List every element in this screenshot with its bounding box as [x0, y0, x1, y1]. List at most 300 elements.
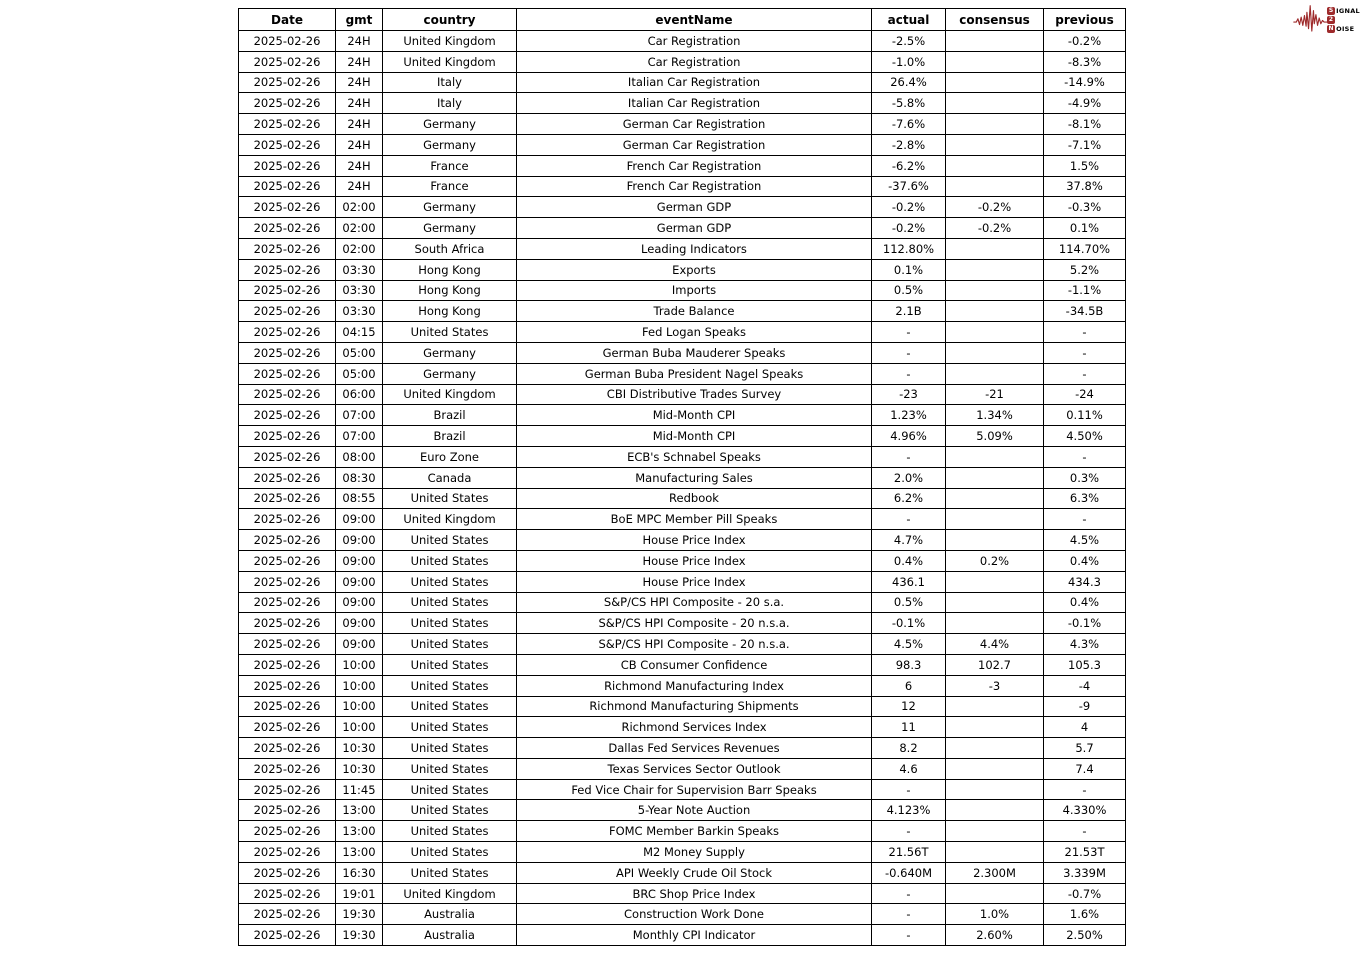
cell-eventname: Mid-Month CPI — [517, 426, 872, 447]
cell-date: 2025-02-26 — [239, 155, 336, 176]
cell-eventname: FOMC Member Barkin Speaks — [517, 821, 872, 842]
cell-date: 2025-02-26 — [239, 675, 336, 696]
table-body — [239, 31, 1126, 946]
cell-actual: -0.640M — [872, 862, 946, 883]
cell-previous: 4 — [1044, 717, 1126, 738]
table-row — [239, 925, 1126, 946]
cell-actual: 6 — [872, 675, 946, 696]
cell-actual: 12 — [872, 696, 946, 717]
cell-eventname: Exports — [517, 259, 872, 280]
logo-line-signal — [1327, 7, 1360, 15]
cell-gmt: 10:00 — [336, 696, 383, 717]
cell-actual: 2.0% — [872, 467, 946, 488]
cell-consensus: 102.7 — [946, 654, 1044, 675]
cell-actual: -0.2% — [872, 197, 946, 218]
cell-eventname: German GDP — [517, 197, 872, 218]
cell-consensus — [946, 114, 1044, 135]
cell-country: Brazil — [383, 405, 517, 426]
cell-gmt: 24H — [336, 176, 383, 197]
cell-previous: - — [1044, 821, 1126, 842]
column-header-eventname: eventName — [517, 9, 872, 31]
cell-eventname: BoE MPC Member Pill Speaks — [517, 509, 872, 530]
cell-country: Hong Kong — [383, 280, 517, 301]
cell-date: 2025-02-26 — [239, 446, 336, 467]
cell-country: United States — [383, 842, 517, 863]
cell-previous: 1.6% — [1044, 904, 1126, 925]
cell-previous: 7.4 — [1044, 758, 1126, 779]
cell-actual: - — [872, 446, 946, 467]
cell-actual: 0.1% — [872, 259, 946, 280]
cell-date: 2025-02-26 — [239, 31, 336, 52]
table-row — [239, 550, 1126, 571]
cell-date: 2025-02-26 — [239, 405, 336, 426]
cell-eventname: French Car Registration — [517, 176, 872, 197]
cell-eventname: German Buba Mauderer Speaks — [517, 342, 872, 363]
cell-date: 2025-02-26 — [239, 218, 336, 239]
cell-eventname: Construction Work Done — [517, 904, 872, 925]
cell-gmt: 05:00 — [336, 342, 383, 363]
cell-date: 2025-02-26 — [239, 134, 336, 155]
cell-country: United States — [383, 738, 517, 759]
cell-eventname: Redbook — [517, 488, 872, 509]
table-row — [239, 426, 1126, 447]
cell-eventname: Imports — [517, 280, 872, 301]
cell-country: Germany — [383, 114, 517, 135]
cell-previous: 1.5% — [1044, 155, 1126, 176]
cell-date: 2025-02-26 — [239, 342, 336, 363]
cell-date: 2025-02-26 — [239, 363, 336, 384]
cell-eventname: German Car Registration — [517, 134, 872, 155]
cell-country: United Kingdom — [383, 31, 517, 52]
cell-date: 2025-02-26 — [239, 467, 336, 488]
column-header-previous: previous — [1044, 9, 1126, 31]
cell-eventname: German Buba President Nagel Speaks — [517, 363, 872, 384]
cell-previous: 4.50% — [1044, 426, 1126, 447]
cell-previous: - — [1044, 779, 1126, 800]
cell-eventname: House Price Index — [517, 550, 872, 571]
cell-actual: -2.5% — [872, 31, 946, 52]
cell-consensus — [946, 72, 1044, 93]
table-row — [239, 758, 1126, 779]
cell-eventname: Monthly CPI Indicator — [517, 925, 872, 946]
cell-actual: - — [872, 821, 946, 842]
cell-actual: -37.6% — [872, 176, 946, 197]
economic-calendar-table — [238, 8, 1126, 946]
cell-country: United States — [383, 613, 517, 634]
cell-consensus — [946, 842, 1044, 863]
cell-gmt: 03:30 — [336, 301, 383, 322]
cell-consensus — [946, 342, 1044, 363]
cell-country: United States — [383, 654, 517, 675]
cell-date: 2025-02-26 — [239, 488, 336, 509]
logo-word-oise: OISE — [1336, 24, 1355, 33]
cell-country: Australia — [383, 925, 517, 946]
cell-gmt: 09:00 — [336, 550, 383, 571]
cell-date: 2025-02-26 — [239, 322, 336, 343]
cell-country: United States — [383, 571, 517, 592]
cell-eventname: CB Consumer Confidence — [517, 654, 872, 675]
cell-date: 2025-02-26 — [239, 114, 336, 135]
cell-actual: 0.5% — [872, 280, 946, 301]
cell-country: France — [383, 155, 517, 176]
cell-gmt: 06:00 — [336, 384, 383, 405]
cell-actual: -23 — [872, 384, 946, 405]
signal2noise-logo — [1293, 2, 1360, 38]
cell-consensus — [946, 758, 1044, 779]
cell-country: United States — [383, 488, 517, 509]
logo-badge-n: N — [1328, 25, 1334, 32]
cell-actual: 2.1B — [872, 301, 946, 322]
cell-date: 2025-02-26 — [239, 509, 336, 530]
cell-actual: 21.56T — [872, 842, 946, 863]
table-row — [239, 862, 1126, 883]
table-header — [239, 9, 1126, 31]
cell-previous: 105.3 — [1044, 654, 1126, 675]
cell-country: United States — [383, 696, 517, 717]
cell-consensus — [946, 738, 1044, 759]
table-row — [239, 654, 1126, 675]
cell-date: 2025-02-26 — [239, 93, 336, 114]
table-row — [239, 883, 1126, 904]
cell-previous: - — [1044, 363, 1126, 384]
cell-date: 2025-02-26 — [239, 426, 336, 447]
cell-previous: 5.7 — [1044, 738, 1126, 759]
cell-previous: - — [1044, 342, 1126, 363]
cell-consensus — [946, 696, 1044, 717]
table-row — [239, 31, 1126, 52]
cell-country: Brazil — [383, 426, 517, 447]
cell-eventname: Texas Services Sector Outlook — [517, 758, 872, 779]
cell-actual: - — [872, 322, 946, 343]
cell-eventname: S&P/CS HPI Composite - 20 n.s.a. — [517, 613, 872, 634]
cell-country: Australia — [383, 904, 517, 925]
cell-consensus — [946, 238, 1044, 259]
cell-consensus — [946, 93, 1044, 114]
cell-actual: 6.2% — [872, 488, 946, 509]
logo-word-ignal: IGNAL — [1336, 6, 1360, 15]
cell-previous: -24 — [1044, 384, 1126, 405]
cell-previous: -4.9% — [1044, 93, 1126, 114]
column-header-actual: actual — [872, 9, 946, 31]
cell-previous: 5.2% — [1044, 259, 1126, 280]
cell-previous: 0.4% — [1044, 592, 1126, 613]
cell-country: Hong Kong — [383, 259, 517, 280]
cell-actual: 436.1 — [872, 571, 946, 592]
cell-date: 2025-02-26 — [239, 862, 336, 883]
cell-actual: -5.8% — [872, 93, 946, 114]
cell-actual: 112.80% — [872, 238, 946, 259]
cell-previous: 37.8% — [1044, 176, 1126, 197]
cell-previous: -9 — [1044, 696, 1126, 717]
cell-country: United States — [383, 862, 517, 883]
cell-consensus: -3 — [946, 675, 1044, 696]
cell-gmt: 24H — [336, 51, 383, 72]
cell-eventname: House Price Index — [517, 571, 872, 592]
cell-country: France — [383, 176, 517, 197]
cell-eventname: S&P/CS HPI Composite - 20 s.a. — [517, 592, 872, 613]
cell-eventname: Car Registration — [517, 31, 872, 52]
logo-line-noise — [1327, 25, 1360, 33]
table-row — [239, 634, 1126, 655]
table-row — [239, 571, 1126, 592]
cell-country: Germany — [383, 197, 517, 218]
table-row — [239, 467, 1126, 488]
cell-actual: 1.23% — [872, 405, 946, 426]
cell-gmt: 19:30 — [336, 925, 383, 946]
cell-date: 2025-02-26 — [239, 779, 336, 800]
cell-consensus — [946, 488, 1044, 509]
table-row — [239, 717, 1126, 738]
cell-consensus — [946, 280, 1044, 301]
cell-previous: -0.3% — [1044, 197, 1126, 218]
cell-previous: 434.3 — [1044, 571, 1126, 592]
cell-actual: -2.8% — [872, 134, 946, 155]
cell-country: United States — [383, 550, 517, 571]
table-row — [239, 238, 1126, 259]
cell-country: United States — [383, 821, 517, 842]
cell-previous: - — [1044, 509, 1126, 530]
cell-consensus: 4.4% — [946, 634, 1044, 655]
cell-gmt: 13:00 — [336, 842, 383, 863]
cell-eventname: Car Registration — [517, 51, 872, 72]
cell-eventname: Italian Car Registration — [517, 93, 872, 114]
cell-date: 2025-02-26 — [239, 654, 336, 675]
table-row — [239, 280, 1126, 301]
cell-gmt: 24H — [336, 72, 383, 93]
logo-badge-s: S — [1328, 7, 1334, 14]
cell-consensus — [946, 467, 1044, 488]
cell-consensus — [946, 613, 1044, 634]
cell-gmt: 10:00 — [336, 675, 383, 696]
table-row — [239, 842, 1126, 863]
cell-country: United States — [383, 779, 517, 800]
cell-date: 2025-02-26 — [239, 238, 336, 259]
cell-date: 2025-02-26 — [239, 197, 336, 218]
cell-gmt: 24H — [336, 93, 383, 114]
cell-gmt: 02:00 — [336, 238, 383, 259]
cell-previous: 4.330% — [1044, 800, 1126, 821]
cell-actual: 0.5% — [872, 592, 946, 613]
cell-eventname: German GDP — [517, 218, 872, 239]
cell-consensus — [946, 592, 1044, 613]
cell-gmt: 13:00 — [336, 821, 383, 842]
cell-consensus: 1.34% — [946, 405, 1044, 426]
cell-actual: 4.6 — [872, 758, 946, 779]
cell-previous: -8.1% — [1044, 114, 1126, 135]
cell-date: 2025-02-26 — [239, 842, 336, 863]
cell-gmt: 05:00 — [336, 363, 383, 384]
cell-gmt: 24H — [336, 31, 383, 52]
table-row — [239, 322, 1126, 343]
cell-gmt: 07:00 — [336, 405, 383, 426]
cell-actual: -0.1% — [872, 613, 946, 634]
cell-gmt: 09:00 — [336, 634, 383, 655]
cell-eventname: BRC Shop Price Index — [517, 883, 872, 904]
cell-consensus: 1.0% — [946, 904, 1044, 925]
cell-date: 2025-02-26 — [239, 821, 336, 842]
cell-eventname: Richmond Manufacturing Index — [517, 675, 872, 696]
column-header-gmt: gmt — [336, 9, 383, 31]
cell-gmt: 07:00 — [336, 426, 383, 447]
cell-eventname: Richmond Manufacturing Shipments — [517, 696, 872, 717]
cell-actual: 4.7% — [872, 530, 946, 551]
cell-gmt: 10:00 — [336, 717, 383, 738]
cell-gmt: 09:00 — [336, 509, 383, 530]
cell-eventname: M2 Money Supply — [517, 842, 872, 863]
logo-badge-2: 2 — [1328, 16, 1334, 23]
cell-consensus — [946, 883, 1044, 904]
cell-gmt: 03:30 — [336, 280, 383, 301]
cell-consensus — [946, 363, 1044, 384]
cell-actual: - — [872, 883, 946, 904]
logo-text — [1327, 7, 1360, 33]
cell-consensus — [946, 31, 1044, 52]
cell-country: Euro Zone — [383, 446, 517, 467]
cell-country: United States — [383, 675, 517, 696]
cell-consensus — [946, 530, 1044, 551]
logo-line-two — [1327, 16, 1360, 24]
cell-consensus: 2.300M — [946, 862, 1044, 883]
cell-previous: 2.50% — [1044, 925, 1126, 946]
cell-eventname: Fed Logan Speaks — [517, 322, 872, 343]
cell-eventname: 5-Year Note Auction — [517, 800, 872, 821]
cell-date: 2025-02-26 — [239, 883, 336, 904]
cell-consensus: 5.09% — [946, 426, 1044, 447]
cell-actual: -0.2% — [872, 218, 946, 239]
cell-consensus — [946, 821, 1044, 842]
cell-gmt: 24H — [336, 114, 383, 135]
cell-consensus — [946, 800, 1044, 821]
table-row — [239, 821, 1126, 842]
column-header-country: country — [383, 9, 517, 31]
table-row — [239, 613, 1126, 634]
cell-gmt: 02:00 — [336, 197, 383, 218]
cell-consensus: -21 — [946, 384, 1044, 405]
cell-date: 2025-02-26 — [239, 696, 336, 717]
table-row — [239, 197, 1126, 218]
cell-gmt: 09:00 — [336, 613, 383, 634]
cell-date: 2025-02-26 — [239, 634, 336, 655]
cell-eventname: S&P/CS HPI Composite - 20 n.s.a. — [517, 634, 872, 655]
table-row — [239, 301, 1126, 322]
cell-actual: -1.0% — [872, 51, 946, 72]
cell-eventname: ECB's Schnabel Speaks — [517, 446, 872, 467]
cell-date: 2025-02-26 — [239, 530, 336, 551]
table-row — [239, 155, 1126, 176]
cell-eventname: CBI Distributive Trades Survey — [517, 384, 872, 405]
table-row — [239, 446, 1126, 467]
cell-consensus — [946, 717, 1044, 738]
cell-previous: -4 — [1044, 675, 1126, 696]
cell-previous: 6.3% — [1044, 488, 1126, 509]
cell-consensus — [946, 446, 1044, 467]
cell-previous: -0.2% — [1044, 31, 1126, 52]
header-row — [239, 9, 1126, 31]
cell-previous: -7.1% — [1044, 134, 1126, 155]
cell-actual: -6.2% — [872, 155, 946, 176]
cell-actual: - — [872, 509, 946, 530]
table-row — [239, 114, 1126, 135]
cell-gmt: 13:00 — [336, 800, 383, 821]
table-row — [239, 800, 1126, 821]
cell-actual: 11 — [872, 717, 946, 738]
cell-consensus: -0.2% — [946, 197, 1044, 218]
cell-gmt: 04:15 — [336, 322, 383, 343]
cell-country: South Africa — [383, 238, 517, 259]
cell-date: 2025-02-26 — [239, 72, 336, 93]
cell-actual: 4.5% — [872, 634, 946, 655]
table-row — [239, 342, 1126, 363]
cell-country: United Kingdom — [383, 509, 517, 530]
cell-date: 2025-02-26 — [239, 571, 336, 592]
cell-eventname: API Weekly Crude Oil Stock — [517, 862, 872, 883]
cell-previous: -14.9% — [1044, 72, 1126, 93]
cell-actual: 4.123% — [872, 800, 946, 821]
cell-country: Germany — [383, 363, 517, 384]
table-row — [239, 93, 1126, 114]
table-row — [239, 176, 1126, 197]
cell-previous: - — [1044, 322, 1126, 343]
cell-eventname: Fed Vice Chair for Supervision Barr Speaks — [517, 779, 872, 800]
cell-date: 2025-02-26 — [239, 51, 336, 72]
cell-previous: 0.1% — [1044, 218, 1126, 239]
table-row — [239, 509, 1126, 530]
cell-previous: 4.3% — [1044, 634, 1126, 655]
cell-date: 2025-02-26 — [239, 800, 336, 821]
cell-date: 2025-02-26 — [239, 592, 336, 613]
cell-date: 2025-02-26 — [239, 280, 336, 301]
column-header-date: Date — [239, 9, 336, 31]
cell-date: 2025-02-26 — [239, 904, 336, 925]
cell-date: 2025-02-26 — [239, 301, 336, 322]
cell-consensus — [946, 779, 1044, 800]
cell-previous: -1.1% — [1044, 280, 1126, 301]
cell-previous: 4.5% — [1044, 530, 1126, 551]
cell-gmt: 10:30 — [336, 758, 383, 779]
cell-actual: - — [872, 363, 946, 384]
cell-gmt: 24H — [336, 134, 383, 155]
cell-previous: 0.11% — [1044, 405, 1126, 426]
cell-gmt: 09:00 — [336, 530, 383, 551]
cell-gmt: 09:00 — [336, 592, 383, 613]
cell-previous: 0.4% — [1044, 550, 1126, 571]
cell-date: 2025-02-26 — [239, 613, 336, 634]
table-row — [239, 592, 1126, 613]
waveform-icon — [1293, 2, 1329, 38]
cell-gmt: 10:00 — [336, 654, 383, 675]
cell-consensus — [946, 509, 1044, 530]
cell-previous: -8.3% — [1044, 51, 1126, 72]
table-row — [239, 259, 1126, 280]
cell-date: 2025-02-26 — [239, 738, 336, 759]
cell-country: Italy — [383, 93, 517, 114]
cell-previous: 3.339M — [1044, 862, 1126, 883]
cell-consensus — [946, 134, 1044, 155]
cell-date: 2025-02-26 — [239, 925, 336, 946]
cell-actual: 4.96% — [872, 426, 946, 447]
cell-eventname: Richmond Services Index — [517, 717, 872, 738]
cell-eventname: Manufacturing Sales — [517, 467, 872, 488]
cell-date: 2025-02-26 — [239, 176, 336, 197]
cell-gmt: 24H — [336, 155, 383, 176]
cell-date: 2025-02-26 — [239, 384, 336, 405]
cell-country: Hong Kong — [383, 301, 517, 322]
cell-gmt: 03:30 — [336, 259, 383, 280]
cell-country: United States — [383, 800, 517, 821]
cell-eventname: House Price Index — [517, 530, 872, 551]
cell-country: Canada — [383, 467, 517, 488]
cell-actual: 0.4% — [872, 550, 946, 571]
